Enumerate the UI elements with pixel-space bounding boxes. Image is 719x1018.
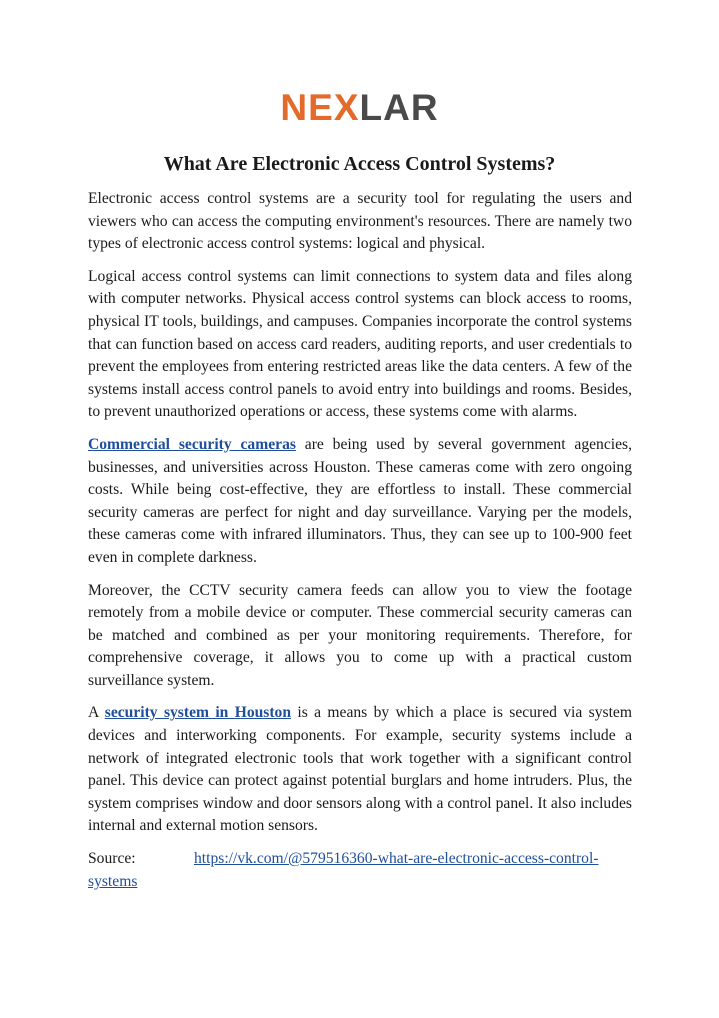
logo-text-lar: LAR <box>359 87 439 128</box>
nexlar-logo <box>0 86 719 130</box>
paragraph-5 <box>88 702 632 838</box>
source-url-link[interactable]: https://vk.com/@579516360-what-are-electronic-access-control-systems <box>88 850 599 890</box>
page-title: What Are Electronic Access Control Systems? <box>163 153 556 175</box>
paragraph-5-text: is a means by which a place is secured via system devices and interworking components. For example, security systems include a network of integrated electronic tools that work together with a significant control panel. This device can protect against potential burglars and home intruders. Plus, the system comprises window and door sensors along with a control panel. It also includes internal and external motion sensors. <box>88 704 632 835</box>
logo-text-ne: NE <box>280 87 334 128</box>
source-label: Source: <box>88 850 136 868</box>
logo-text-x: X <box>333 87 360 128</box>
paragraph-3 <box>88 434 632 570</box>
paragraph-4: Moreover, the CCTV security camera feeds can allow you to view the footage remotely from a mobile device or computer. These commercial security cameras can be matched and combined as per your monitoring requirements. Therefore, for comprehensive coverage, it allows you to come up with a practical custom surveillance system. <box>88 581 632 689</box>
paragraph-3-text: are being used by several government agencies, businesses, and universities across Houston. These cameras come with zero ongoing costs. While being cost-effective, they are effortless to install. These commercial security cameras are perfect for night and day surveillance. Varying per the models, these cameras come with infrared illuminators. Thus, they can see up to 100-900 feet even in complete darkness. <box>88 435 632 566</box>
source-line <box>88 848 632 893</box>
paragraph-1: Electronic access control systems are a security tool for regulating the users and viewers who can access the computing environment's resources. There are namely two types of electronic access control systems: logical and physical. <box>88 190 632 253</box>
commercial-security-cameras-link[interactable]: Commercial security cameras <box>88 435 296 453</box>
article-body <box>88 188 632 903</box>
paragraph-2: Logical access control systems can limit connections to system data and files along with computer networks. Physical access control systems can block access to rooms, physical IT tools, buildings, and campuses. Companies incorporate the control systems that can function based on access card readers, auditing reports, and user credentials to prevent the employees from entering restricted areas like the data centers. A few of the systems install access control panels to avoid entry into buildings and rooms. Besides, to prevent unauthorized operations or access, these systems come with alarms. <box>88 267 632 421</box>
security-system-houston-link[interactable]: security system in Houston <box>104 704 292 722</box>
paragraph-5-prefix: A <box>88 704 105 722</box>
